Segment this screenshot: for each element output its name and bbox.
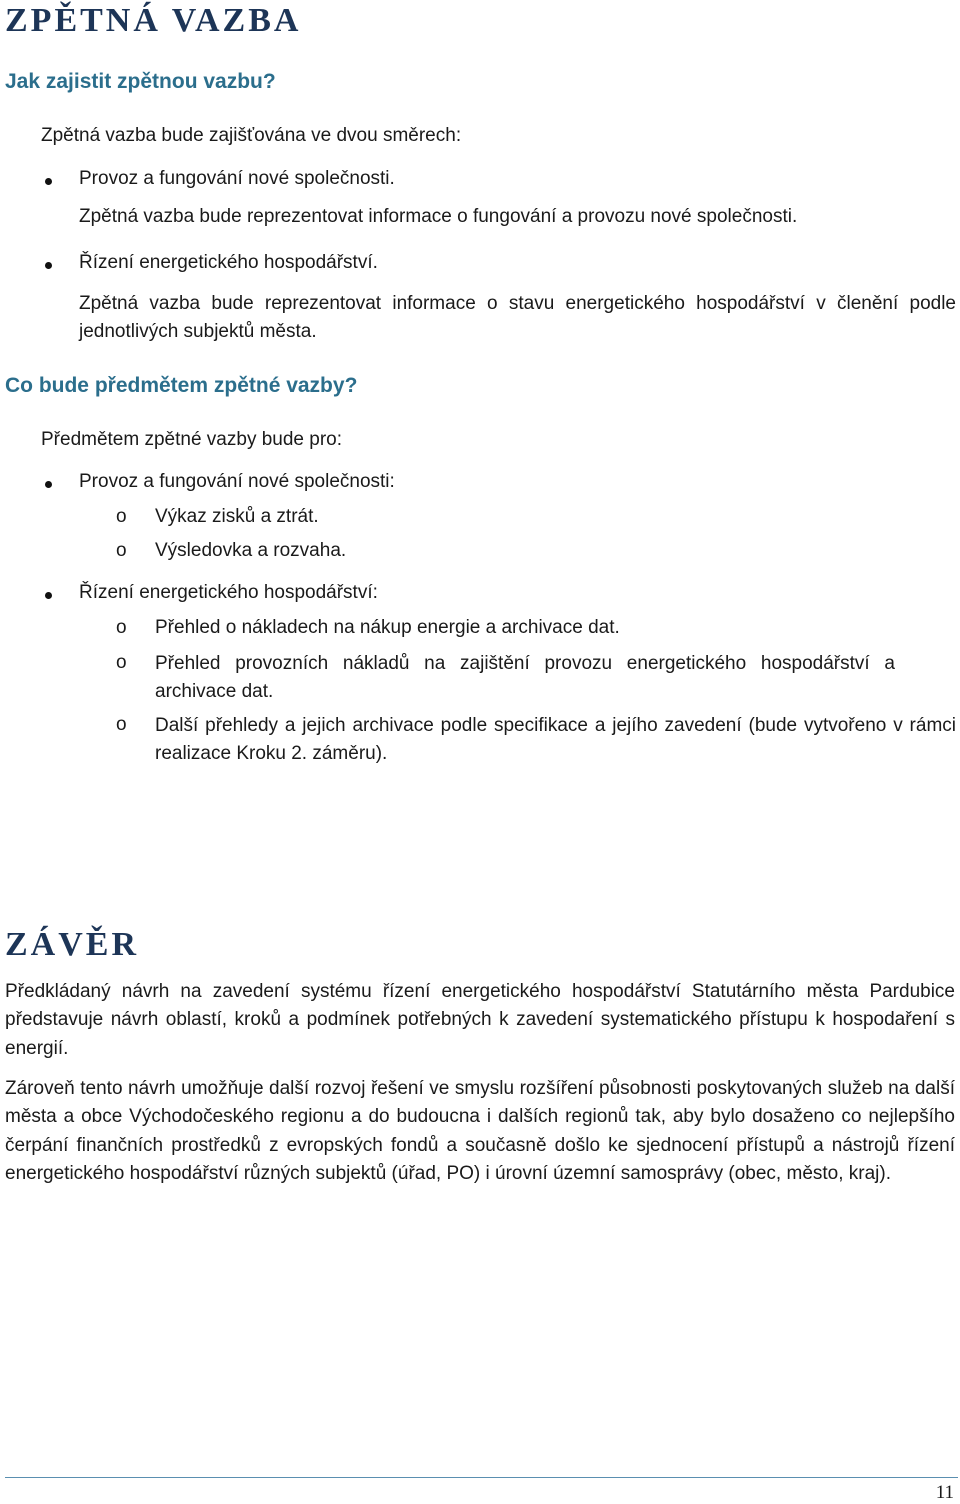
sub-bullet-marker: o xyxy=(116,714,127,735)
sub-bullet-marker: o xyxy=(116,540,127,561)
sub-item: Další přehledy a jejich archivace podle specifikace a jejího zavedení (bude vytvořeno v rámci realizace Kroku 2. záměru). xyxy=(155,715,956,764)
section-title-feedback: ZPĚTNÁ VAZBA xyxy=(5,2,302,39)
page-number: 11 xyxy=(935,1482,954,1503)
sub-bullet-marker: o xyxy=(116,652,127,673)
footer-rule xyxy=(5,1477,958,1478)
conclusion-paragraph: Předkládaný návrh na zavedení systému řízení energetického hospodářství Statutárního města Pardubice představuje návrh oblastí, kroků a podmínek potřebných k zavedení systematického přístupu k hospodaření s energií. xyxy=(5,981,955,1059)
bullet-detail: Zpětná vazba bude reprezentovat informace o fungování a provozu nové společnosti. xyxy=(79,206,798,227)
sub-bullet-marker: o xyxy=(116,506,127,527)
bullet-label: Provoz a fungování nové společnosti. xyxy=(79,168,395,189)
sub-item: Výsledovka a rozvaha. xyxy=(155,540,347,561)
section-title-conclusion: ZÁVĚR xyxy=(5,926,140,963)
bullet-dot xyxy=(45,592,52,599)
sub-item: Výkaz zisků a ztrát. xyxy=(155,506,319,527)
bullet-dot xyxy=(45,481,52,488)
group-label: Řízení energetického hospodářství: xyxy=(79,582,378,603)
bullet-detail: Zpětná vazba bude reprezentovat informace o stavu energetického hospodářství v členění podle jednotlivých subjektů města. xyxy=(79,293,956,342)
bullet-dot xyxy=(45,178,52,185)
conclusion-paragraph: Zároveň tento návrh umožňuje další rozvoj řešení ve smyslu rozšíření působnosti poskytovaných služeb na další města a obce Východočeského regionu a do budoucna i dalších regionů tak, aby bylo dosaženo co nejlepšího čerpání finančních prostředků z evropských fondů a současně došlo ke sjednocení přístupů a nástrojů řízení energetického hospodářství různých subjektů (úřad, PO) i úrovní územní samosprávy (obec, město, kraj). xyxy=(5,1078,955,1184)
question-how: Jak zajistit zpětnou vazbu? xyxy=(5,70,276,93)
group-label: Provoz a fungování nové společnosti: xyxy=(79,471,395,492)
sub-item: Přehled o nákladech na nákup energie a archivace dat. xyxy=(155,617,620,638)
sub-item: Přehled provozních nákladů na zajištění provozu energetického hospodářství a archivace dat. xyxy=(155,653,895,702)
bullet-dot xyxy=(45,262,52,269)
bullet-label: Řízení energetického hospodářství. xyxy=(79,252,378,273)
sub-bullet-marker: o xyxy=(116,617,127,638)
intro-text: Zpětná vazba bude zajišťována ve dvou směrech: xyxy=(41,125,462,146)
intro-text: Předmětem zpětné vazby bude pro: xyxy=(41,429,343,450)
question-subject: Co bude předmětem zpětné vazby? xyxy=(5,374,358,397)
